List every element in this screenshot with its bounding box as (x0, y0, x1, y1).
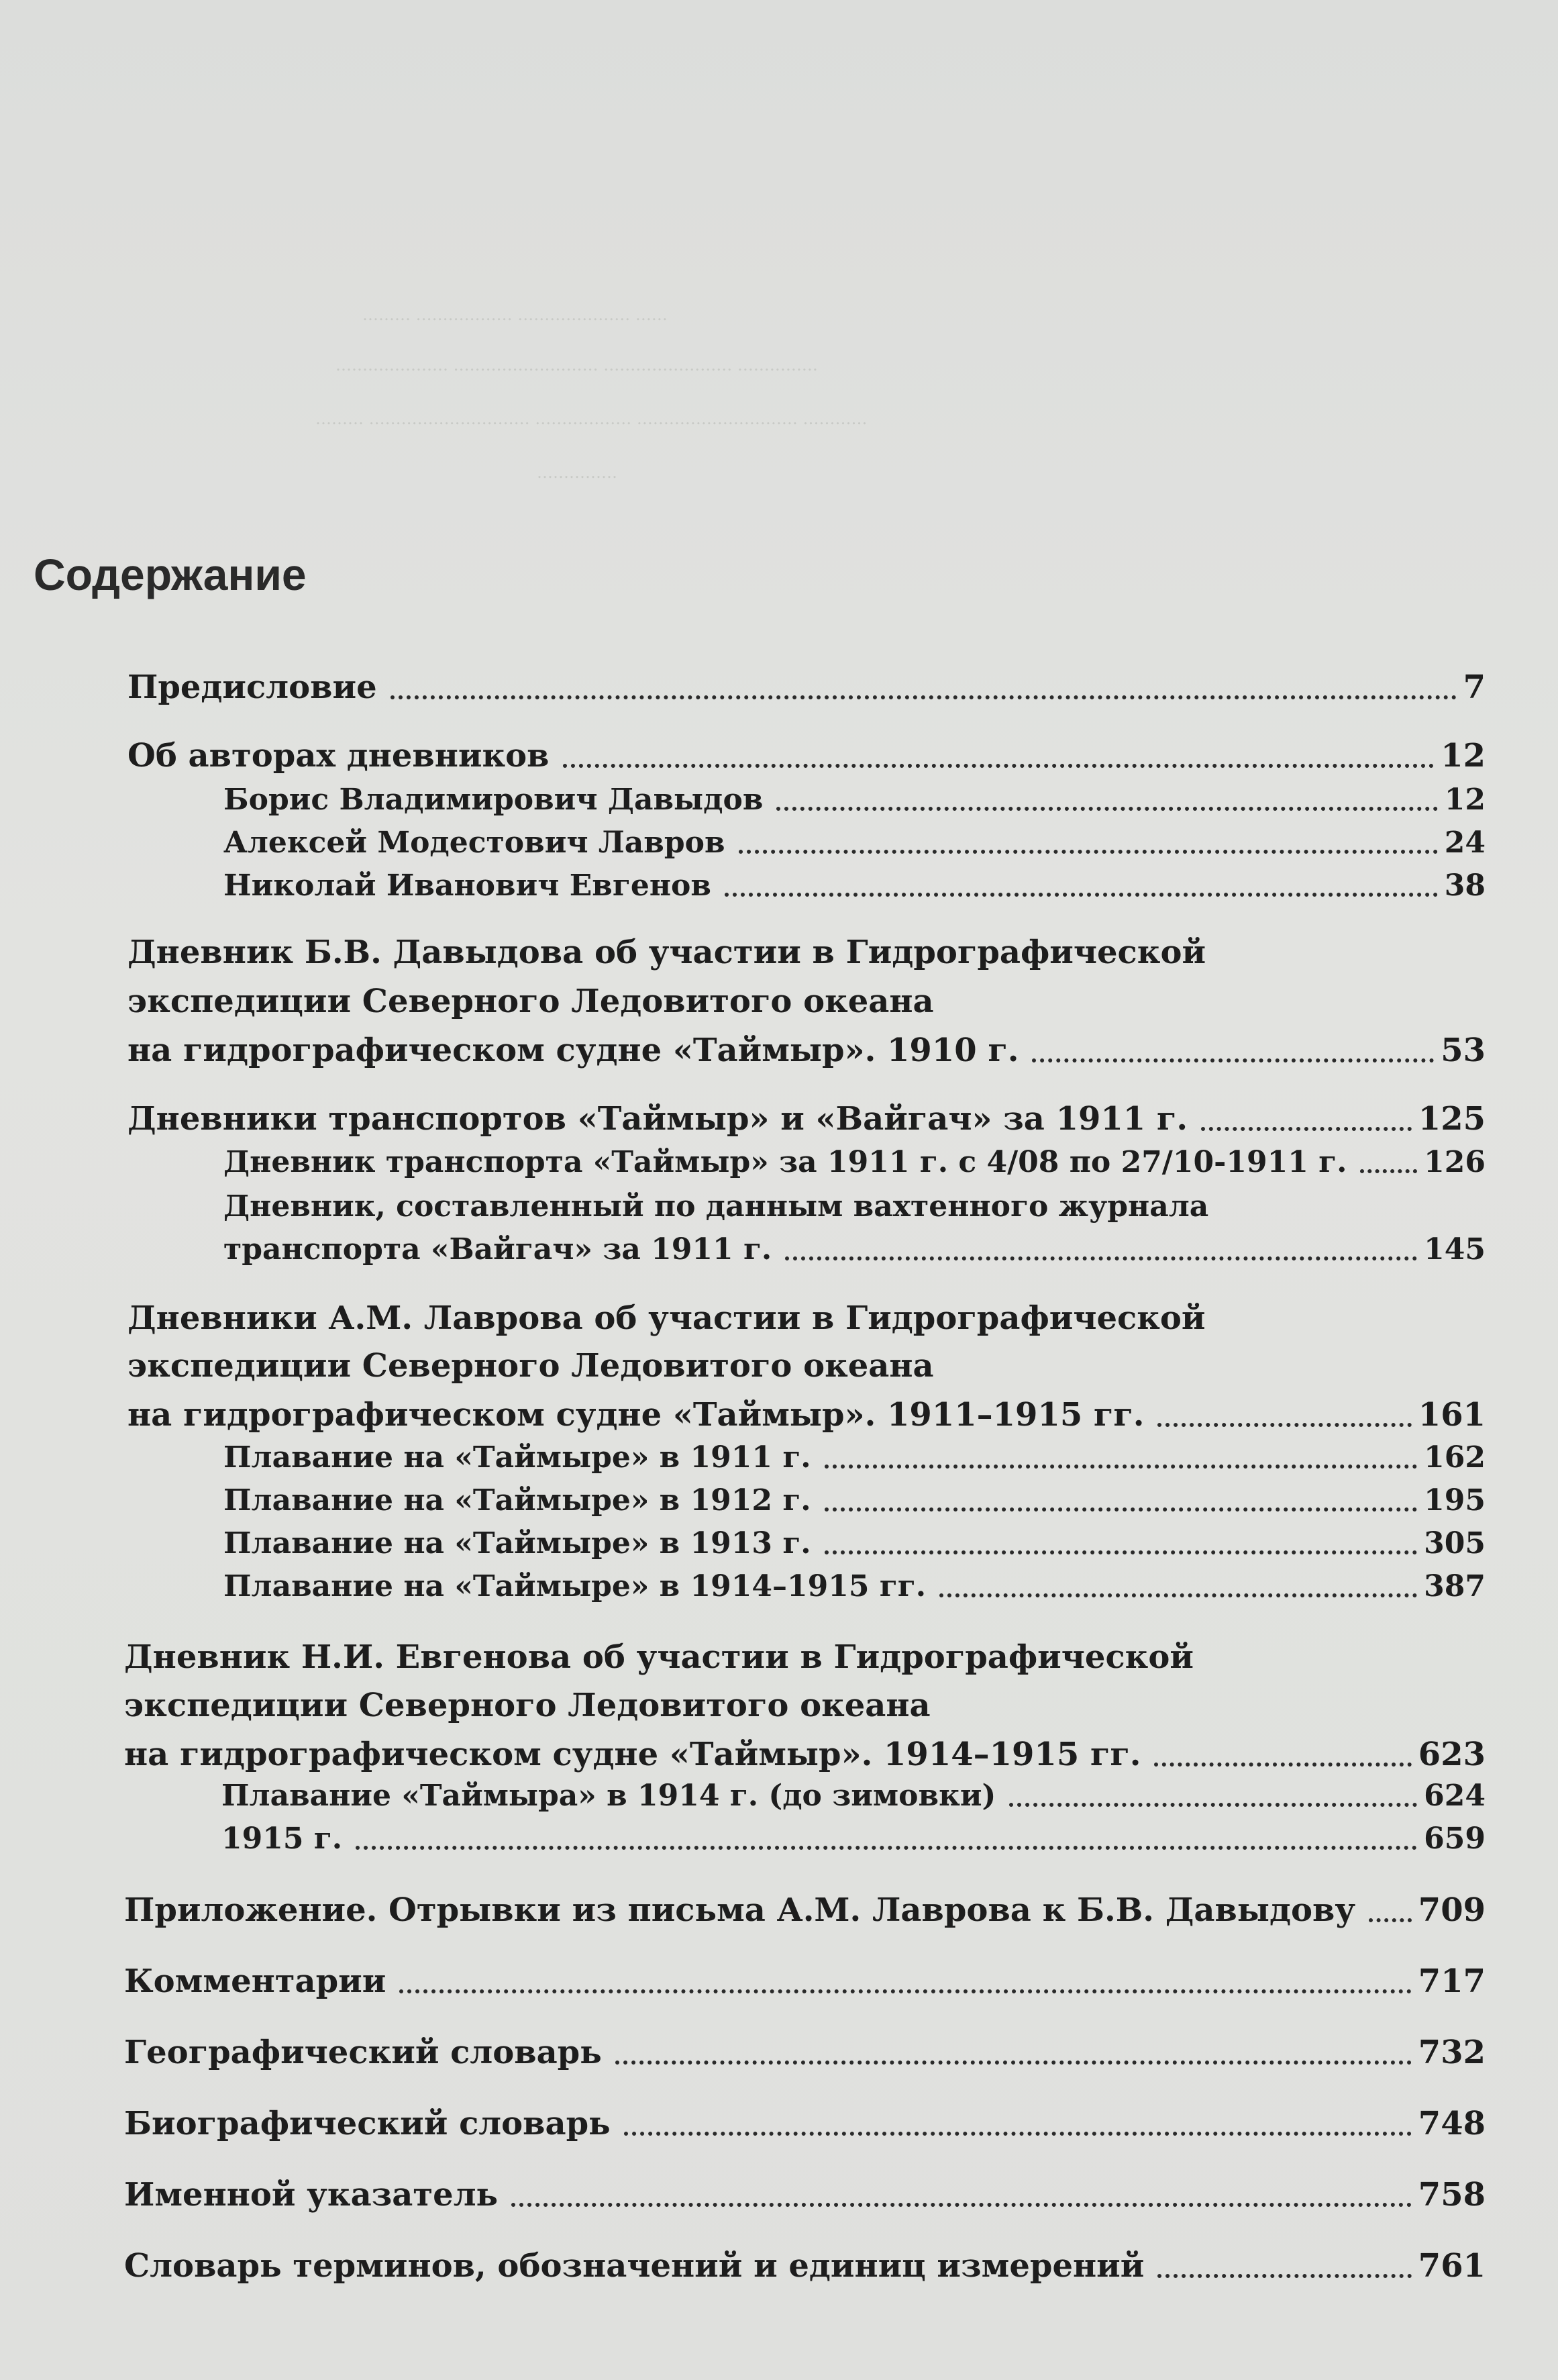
toc-subentry (221, 1781, 1486, 1811)
dot-leader (391, 695, 1457, 699)
toc-subentry (223, 871, 1486, 901)
toc-entry-page: 623 (1418, 1736, 1486, 1773)
toc-entry-title-line: экспедиции Северного Ледовитого океана (127, 1347, 934, 1385)
dot-leader (785, 1256, 1417, 1260)
toc-entry (127, 1396, 1486, 1434)
toc-entry-title: Плавание на «Таймыре» в 1914–1915 гг. (223, 1569, 927, 1603)
toc-subentry (223, 1569, 1486, 1603)
toc-entry-page: 387 (1424, 1569, 1486, 1603)
toc-entry-page: 659 (1424, 1822, 1486, 1856)
toc-entry-title: на гидрографическом судне «Таймыр». 1914–1915 гг. (124, 1736, 1141, 1773)
toc-subentry (223, 1232, 1486, 1267)
toc-entry (124, 2105, 1486, 2142)
toc-entry-title: Плавание на «Таймыре» в 1912 г. (223, 1483, 811, 1518)
toc-entry-page: 195 (1424, 1483, 1486, 1518)
toc-entry-page: 732 (1418, 2034, 1486, 2071)
toc-entry (127, 1100, 1486, 1138)
toc-entry-title-line: Дневник Н.И. Евгенова об участии в Гидрографической (124, 1638, 1194, 1676)
toc-entry-page: 7 (1463, 668, 1486, 706)
book-page: ……… ……………… ………………… …… ………………… ……………………… …………………… …………… ……… ………………………… ……………… ………………………… ………… …………… Содержание Предисловие 7 Об авторах дневников 12 Борис Владимирович Давыдов 12 Алексей Модестович Лавров 24 Николай Иванович Евгенов 38 Дневник Б.В. Давыдова об участии в Гидрографической экспедиции Северного Ледовитого океана на гидрографическом судне «Таймыр». 1910 г. 53 Дневники транспортов «Таймыр» и «Вайгач» за 1911 г. 125 Дневник транспорта «Таймыр» за 1911 г. с 4/08 по 27/10-1911 г. 126 Дневник, составленный по данным вахтенного журнала транспорта «Вайгач» за 1911 г. 145 Дневники А.М. Лаврова об участии в Гидрографической экспедиции Северного Ледовитого океана на гидрографическом судне «Таймыр». 1911–1915 гг. 161 Плавание на «Таймыре» в 1911 г. 162 Плавание на «Таймыре» в 1912 г. 195 Плавание на «Таймыре» в 1913 г. 305 Плавание на «Таймыре» в 1914–1915 гг. 387 Дневник Н.И. Евгенова об участии в Гидрографической экспедиции Северного Ледовитого океана на гидрографическом судне «Таймыр». 1914–1915 гг. 623 Плавание «Таймыра» в 1914 г. (до зимовки) 624 1915 г. 659 Приложение. Отрывки из письма А.М. Лаврова к Б.В. Давыдову 709 Комментарии 717 Географический словарь 732 Биографический словарь 748 Именной указатель 758 Словарь терминов, обозначений и единиц измерений 761 (0, 0, 1558, 2380)
toc-entry-title-line: Дневник Б.В. Давыдова об участии в Гидрографической (127, 934, 1206, 971)
toc-entry-title-line: экспедиции Северного Ледовитого океана (127, 983, 934, 1020)
toc-entry-title: Дневник транспорта «Таймыр» за 1911 г. с 4/08 по 27/10-1911 г. (223, 1145, 1347, 1179)
toc-entry (124, 1738, 1486, 1771)
toc-entry-title: на гидрографическом судне «Таймыр». 1910 г. (127, 1032, 1019, 1069)
toc-entry-page: 162 (1424, 1440, 1486, 1475)
toc-entry-page: 624 (1424, 1779, 1486, 1813)
dot-leader (725, 893, 1438, 897)
toc-entry (127, 737, 1486, 775)
dot-leader (1032, 1058, 1434, 1062)
dot-leader (825, 1465, 1418, 1469)
dot-leader (825, 1550, 1418, 1554)
toc-entry-title: Именной указатель (124, 2176, 499, 2214)
dot-leader (1369, 1918, 1412, 1922)
toc-entry-title: транспорта «Вайгач» за 1911 г. (223, 1232, 772, 1267)
dot-leader (1154, 1763, 1411, 1767)
dot-leader (939, 1593, 1417, 1597)
toc-subentry (223, 785, 1486, 815)
dot-leader (615, 2061, 1412, 2065)
toc-subentry (221, 1824, 1486, 1854)
toc-entry-title: Дневники транспортов «Таймыр» и «Вайгач» за 1911 г. (127, 1100, 1188, 1138)
toc-entry (124, 2247, 1486, 2285)
toc-entry-title: Борис Владимирович Давыдов (223, 783, 764, 817)
page-title: Содержание (34, 550, 307, 599)
toc-entry-page: 38 (1444, 869, 1486, 903)
toc-entry-title: Плавание на «Таймыре» в 1911 г. (223, 1440, 811, 1475)
toc-subentry (223, 1526, 1486, 1560)
toc-entry-title: Об авторах дневников (127, 737, 550, 775)
dot-leader (1157, 1423, 1411, 1427)
dot-leader (1009, 1803, 1417, 1807)
toc-entry-page: 709 (1418, 1891, 1486, 1929)
toc-entry-page: 24 (1444, 826, 1486, 860)
dot-leader (776, 807, 1437, 811)
toc-entry-title-line: Дневник, составленный по данным вахтенного журнала (223, 1189, 1209, 1224)
toc-entry-page: 125 (1418, 1100, 1486, 1138)
dot-leader (563, 764, 1435, 768)
toc-entry-title: 1915 г. (221, 1822, 343, 1856)
dot-leader (739, 850, 1438, 854)
toc-subentry (223, 1483, 1486, 1518)
toc-entry-title-line: Дневники А.М. Лаврова об участии в Гидрографической (127, 1299, 1206, 1337)
toc-entry (124, 2036, 1486, 2069)
toc-entry-title: Приложение. Отрывки из письма А.М. Лаврова к Б.В. Давыдову (124, 1891, 1356, 1929)
dot-leader (825, 1507, 1418, 1511)
dot-leader (1201, 1127, 1412, 1131)
toc-entry-title: Географический словарь (124, 2034, 602, 2071)
toc-entry-title: Алексей Модестович Лавров (223, 826, 725, 860)
toc-entry-page: 12 (1444, 783, 1486, 817)
toc-entry (127, 1034, 1486, 1067)
toc-entry-title-line: экспедиции Северного Ледовитого океана (124, 1687, 931, 1724)
toc-entry-page: 53 (1441, 1032, 1486, 1069)
toc-entry-title: Плавание на «Таймыре» в 1913 г. (223, 1526, 811, 1560)
toc-entry-title: на гидрографическом судне «Таймыр». 1911–1915 гг. (127, 1396, 1145, 1434)
toc-entry (127, 668, 1486, 706)
dot-leader (1157, 2274, 1411, 2278)
dot-leader (1360, 1169, 1417, 1173)
toc-entry (124, 2176, 1486, 2214)
toc-entry-title: Словарь терминов, обозначений и единиц измерений (124, 2247, 1145, 2285)
toc-entry-title: Биографический словарь (124, 2105, 611, 2142)
toc-entry-page: 126 (1424, 1145, 1486, 1179)
toc-subentry (223, 1440, 1486, 1475)
toc-entry-page: 305 (1424, 1526, 1486, 1560)
dot-leader (624, 2132, 1412, 2136)
toc-entry (124, 1963, 1486, 2000)
toc-entry-page: 12 (1441, 737, 1486, 775)
toc-entry (124, 1891, 1486, 1929)
toc-entry-page: 758 (1418, 2176, 1486, 2214)
toc-entry-page: 717 (1418, 1963, 1486, 2000)
toc-entry-page: 161 (1418, 1396, 1486, 1434)
toc-entry-title: Предисловие (127, 668, 377, 706)
toc-entry-title: Николай Иванович Евгенов (223, 869, 711, 903)
toc-entry-title: Плавание «Таймыра» в 1914 г. (до зимовки) (221, 1779, 996, 1813)
toc-entry-page: 145 (1424, 1232, 1486, 1267)
dot-leader (511, 2203, 1412, 2207)
toc-subentry (223, 1145, 1486, 1179)
toc-entry-page: 761 (1418, 2247, 1486, 2285)
dot-leader (356, 1846, 1417, 1850)
toc-subentry (223, 828, 1486, 858)
toc-entry-title: Комментарии (124, 1963, 386, 2000)
dot-leader (399, 1989, 1411, 1993)
toc-entry-page: 748 (1418, 2105, 1486, 2142)
